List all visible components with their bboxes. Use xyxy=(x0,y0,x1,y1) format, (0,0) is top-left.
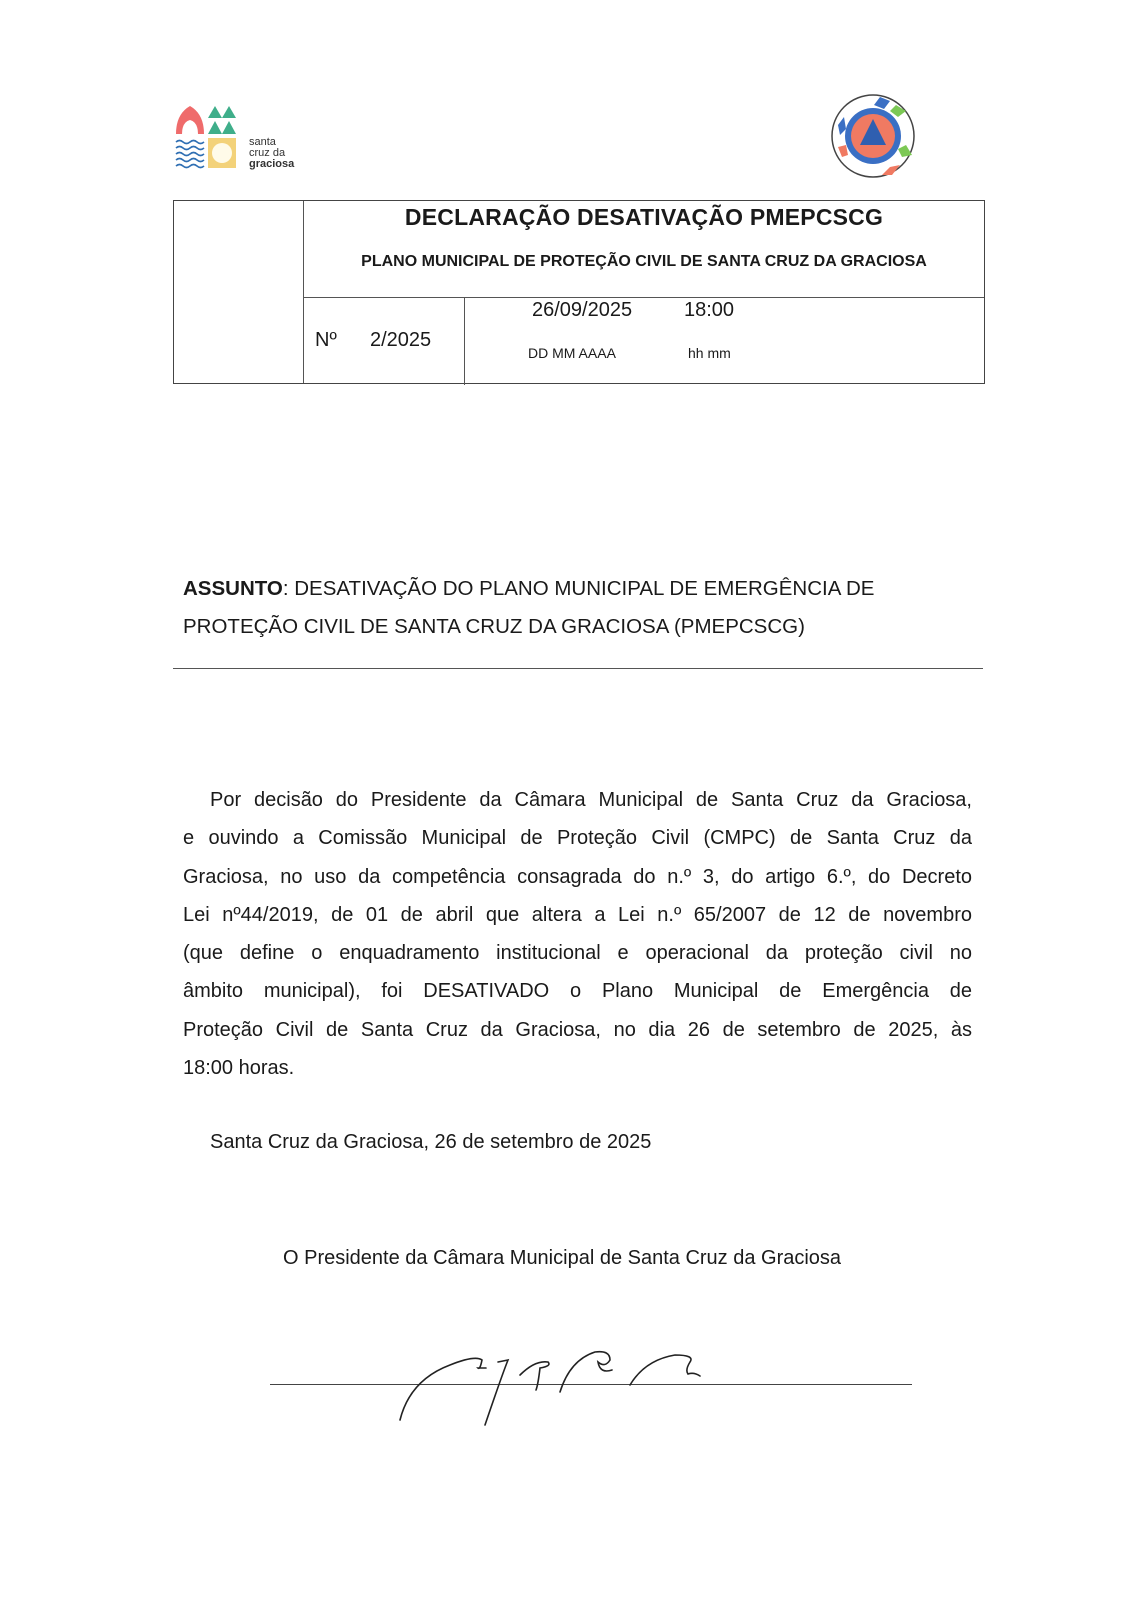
declaration-body xyxy=(183,781,972,1087)
date-format-label: DD MM AAAA xyxy=(528,345,616,361)
body-line: Por decisão do Presidente da Câmara Municipal de Santa Cruz da Graciosa, xyxy=(210,789,972,811)
subject-line-1: ASSUNTO: DESATIVAÇÃO DO PLANO MUNICIPAL DE EMERGÊNCIA DE xyxy=(183,577,875,600)
header-empty-cell xyxy=(174,201,304,383)
waves-icon xyxy=(176,141,204,168)
number-value: 2/2025 xyxy=(370,329,432,351)
time-format-label: hh mm xyxy=(688,345,731,361)
body-line: âmbito municipal), foi DESATIVADO o Plano Municipal de Emergência de xyxy=(183,980,972,1003)
place-and-date: Santa Cruz da Graciosa, 26 de setembro de 2025 xyxy=(210,1131,652,1153)
header-column-divider xyxy=(464,297,465,385)
dome-icon xyxy=(176,106,204,134)
date-value: 26/09/2025 xyxy=(532,299,633,321)
declaration-header-table xyxy=(173,200,985,384)
number-label: Nº xyxy=(315,329,337,351)
handwritten-signature xyxy=(390,1330,790,1430)
document-title: DECLARAÇÃO DESATIVAÇÃO PMEPCSCG xyxy=(404,204,884,230)
body-line: Lei nº44/2019, de 01 de abril que altera a Lei n.º 65/2007 de 12 de novembro xyxy=(183,903,972,926)
body-line: Proteção Civil de Santa Cruz da Graciosa, no dia 26 de setembro de 2025, às xyxy=(183,1018,972,1041)
body-line: 18:00 horas. xyxy=(183,1057,295,1080)
body-line: (que define o enquadramento institucional e operacional da proteção civil no xyxy=(183,942,972,965)
subject-line-2: PROTEÇÃO CIVIL DE SANTA CRUZ DA GRACIOSA (PMEPCSCG) xyxy=(183,615,805,638)
subject xyxy=(183,570,973,646)
subject-label: ASSUNTO xyxy=(183,577,283,600)
header-divider xyxy=(304,297,984,298)
logo-wordmark: santa cruz da graciosa xyxy=(249,136,295,170)
body-line: Graciosa, no uso da competência consagrada do n.º 3, do artigo 6.º, do Decreto xyxy=(183,865,972,888)
civil-protection-seal-icon xyxy=(830,93,916,179)
body-line: e ouvindo a Comissão Municipal de Proteção Civil (CMPC) de Santa Cruz da xyxy=(183,827,972,850)
signatory-title: O Presidente da Câmara Municipal de Santa Cruz da Graciosa xyxy=(283,1247,842,1269)
time-value: 18:00 xyxy=(684,299,735,321)
document-subtitle: PLANO MUNICIPAL DE PROTEÇÃO CIVIL DE SANTA CRUZ DA GRACIOSA xyxy=(361,253,927,270)
subject-divider xyxy=(173,668,983,669)
